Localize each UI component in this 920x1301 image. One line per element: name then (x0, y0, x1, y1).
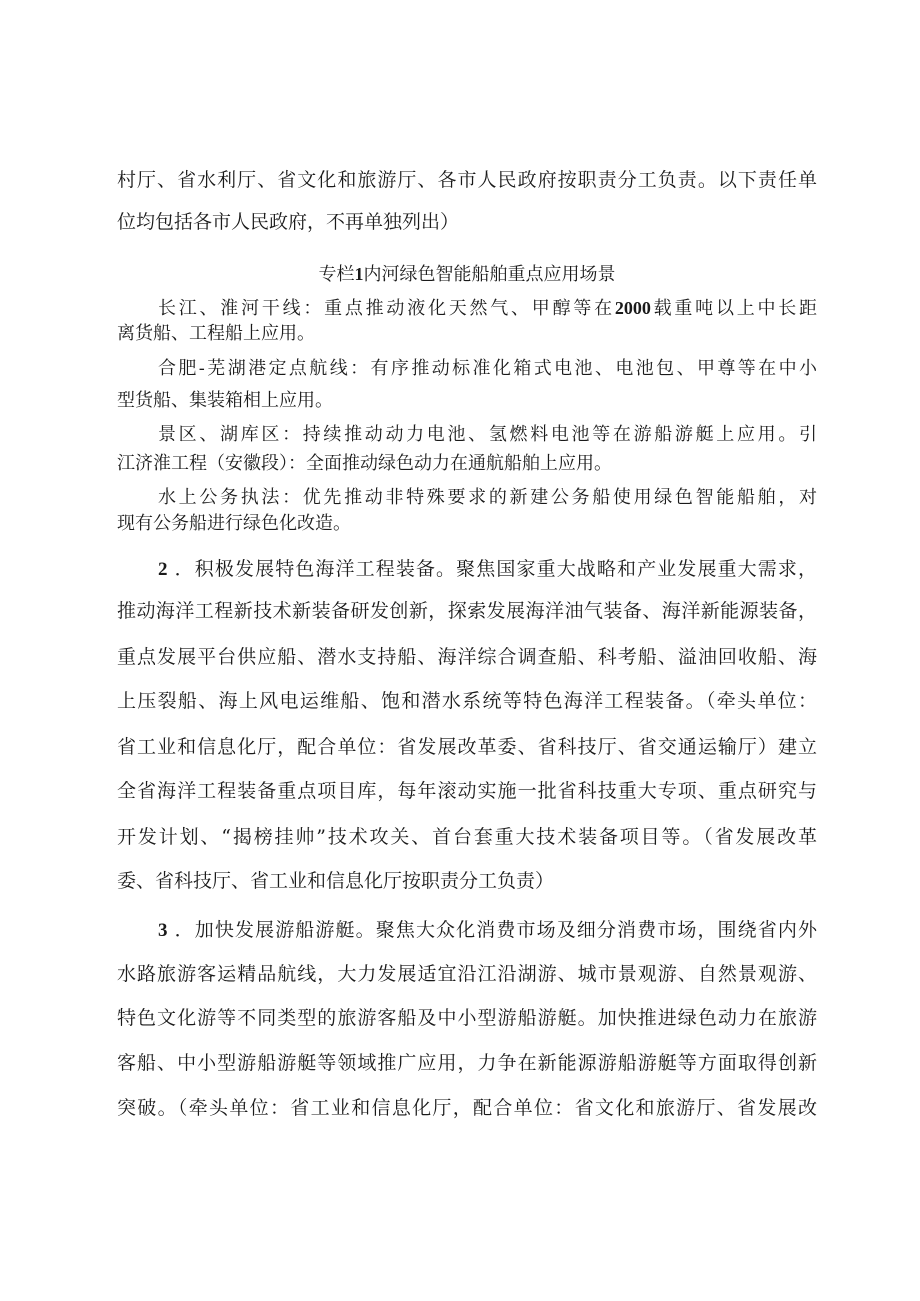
box-title-prefix: 专栏 (318, 264, 355, 285)
section-3-line-5: 突破。（牵头单位：省工业和信息化厅，配合单位：省文化和旅游厅、省发展改 (117, 1097, 817, 1119)
section-3-line-2: 水路旅游客运精品航线，大力发展适宜沿江沿湖游、城市景观游、自然景观游、 (117, 963, 817, 985)
section-2-number: 2 (158, 559, 168, 580)
section-3-line-1 (158, 918, 817, 944)
intro-line-1: 村厅、省水利厅、省文化和旅游厅、各市人民政府按职责分工负责。以下责任单 (117, 169, 817, 191)
box-item-1-number: 2000 (614, 298, 651, 318)
box-item-4-line-2: 现有公务船进行绿色化改造。 (117, 513, 351, 534)
intro-line-2: 位均包括各市人民政府，不再单独列出） (117, 211, 460, 233)
box-item-1-text-a: 长江、淮河干线：重点推动液化天然气、甲醇等在 (158, 298, 615, 319)
box-item-4-line-1: 水上公务执法：优先推动非特殊要求的新建公务船使用绿色智能船舶，对 (158, 487, 817, 508)
section-2-line-5: 省工业和信息化厅，配合单位：省发展改革委、省科技厅、省交通运输厅）建立 (117, 736, 817, 758)
section-2-line-8: 委、省科技厅、省工业和信息化厅按职责分工负责） (117, 870, 555, 892)
box-title (117, 262, 817, 288)
section-2-line-2: 推动海洋工程新技术新装备研发创新，探索发展海洋油气装备、海洋新能源装备， (117, 600, 817, 622)
section-3-line-4: 客船、中小型游船游艇等领域推广应用，力争在新能源游船游艇等方面取得创新 (117, 1052, 817, 1074)
section-3-number: 3 (158, 920, 168, 941)
section-2-line-6: 全省海洋工程装备重点项目库，每年滚动实施一批省科技重大专项、重点研究与 (117, 780, 817, 802)
box-title-number: 1 (354, 264, 364, 284)
box-title-text: 内河绿色智能船舶重点应用场景 (363, 264, 616, 285)
box-item-2-line-2: 型货船、集装箱相上应用。 (117, 390, 333, 411)
section-2-line-4: 上压裂船、海上风电运维船、饱和潜水系统等特色海洋工程装备。（牵头单位： (117, 690, 817, 712)
section-2-line-3: 重点发展平台供应船、潜水支持船、海洋综合调查船、科考船、溢油回收船、海 (117, 646, 817, 668)
box-item-1-line-2: 离货船、工程船上应用。 (117, 323, 315, 344)
section-3-heading-text: ．加快发展游船游艇。聚焦大众化消费市场及细分消费市场，围绕省内外 (174, 919, 817, 941)
box-item-2-line-1: 合肥-芜湖港定点航线：有序推动标准化箱式电池、电池包、甲尊等在中小 (158, 358, 817, 379)
section-2-line-1 (158, 557, 817, 583)
section-2-heading-text: ．积极发展特色海洋工程装备。聚焦国家重大战略和产业发展重大需求， (174, 558, 817, 580)
box-item-3-line-1: 景区、湖库区：持续推动动力电池、氢燃料电池等在游船游艇上应用。引 (158, 424, 817, 445)
section-3-line-3: 特色文化游等不同类型的旅游客船及中小型游船游艇。加快推进绿色动力在旅游 (117, 1007, 817, 1029)
box-item-3-line-2: 江济淮工程（安徽段）：全面推动绿色动力在通航船舶上应用。 (117, 453, 612, 474)
box-item-1-text-b: 载重吨以上中长距 (650, 298, 817, 319)
box-item-1-line-1 (158, 296, 817, 322)
section-2-line-7: 开发计划、“揭榜挂帅”技术攻关、首台套重大技术装备项目等。（省发展改革 (117, 826, 817, 848)
